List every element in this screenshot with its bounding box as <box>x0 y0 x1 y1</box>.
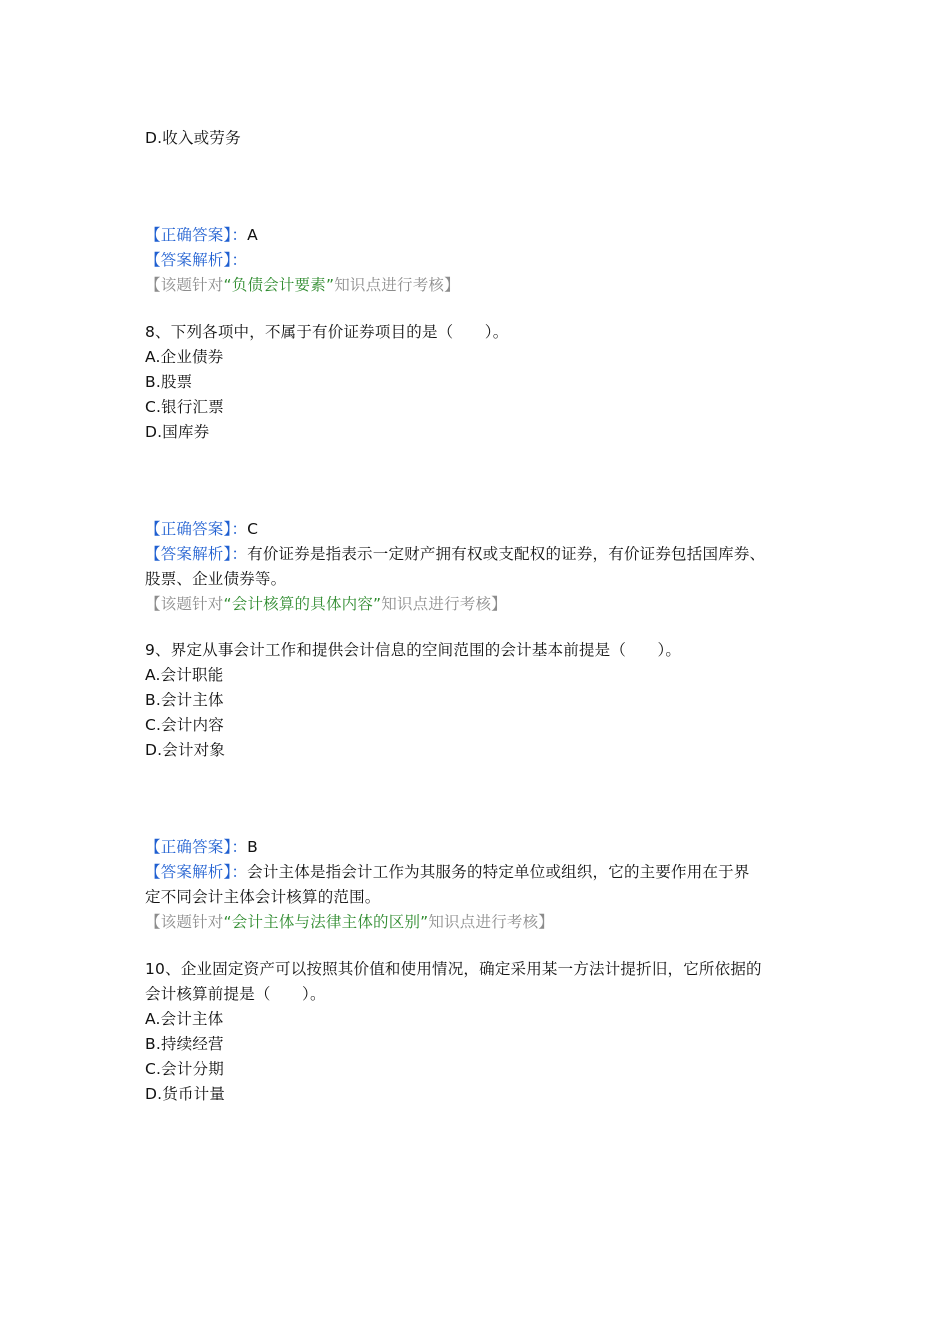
note-suffix: 知识点进行考核】 <box>428 913 554 931</box>
q10-question: 10、企业固定资产可以按照其价值和使用情况，确定采用某一方法计提折旧，它所依据的 <box>145 960 762 978</box>
q7-topic-note <box>145 275 815 295</box>
q7-analysis <box>145 250 815 270</box>
note-topic: “会计主体与法律主体的区别” <box>223 913 429 931</box>
note-prefix: 【该题针对 <box>145 276 224 294</box>
q8-option-b: B.股票 <box>145 373 193 391</box>
note-topic: “负债会计要素” <box>223 276 335 294</box>
q9-option-b: B.会计主体 <box>145 691 224 709</box>
correct-answer-label: 【正确答案】： <box>145 226 248 244</box>
analysis-text: 会计主体是指会计工作为其服务的特定单位或组织，它的主要作用在于界 <box>247 863 750 881</box>
note-prefix: 【该题针对 <box>145 913 224 931</box>
correct-answer-value: B <box>247 838 258 856</box>
q8-option-c: C.银行汇票 <box>145 398 224 416</box>
correct-answer-value: A <box>247 226 258 244</box>
note-suffix: 知识点进行考核】 <box>334 276 460 294</box>
q8-correct-answer <box>145 519 815 539</box>
q9-analysis <box>145 862 815 882</box>
q10-option-d: D.货币计量 <box>145 1085 226 1103</box>
prev-option-d: D.收入或劳务 <box>145 129 241 147</box>
q9-option-c: C.会计内容 <box>145 716 224 734</box>
note-suffix: 知识点进行考核】 <box>381 595 507 613</box>
correct-answer-value: C <box>247 520 259 538</box>
correct-answer-label: 【正确答案】： <box>145 838 248 856</box>
analysis-label: 【答案解析】： <box>145 863 248 881</box>
q8-topic-note <box>145 594 815 614</box>
analysis-label: 【答案解析】： <box>145 545 248 563</box>
q9-option-a: A.会计职能 <box>145 666 224 684</box>
q8-question: 8、下列各项中，不属于有价证券项目的是（ ）。 <box>145 323 509 341</box>
analysis-text: 有价证券是指表示一定财产拥有权或支配权的证券，有价证券包括国库券、 <box>247 545 766 563</box>
q9-analysis-continued: 定不同会计主体会计核算的范围。 <box>145 888 381 906</box>
note-prefix: 【该题针对 <box>145 595 224 613</box>
q9-topic-note <box>145 912 815 932</box>
q8-analysis-continued: 股票、企业债券等。 <box>145 570 287 588</box>
q9-question: 9、界定从事会计工作和提供会计信息的空间范围的会计基本前提是（ ）。 <box>145 641 682 659</box>
correct-answer-label: 【正确答案】： <box>145 520 248 538</box>
note-topic: “会计核算的具体内容” <box>223 595 382 613</box>
q10-option-b: B.持续经营 <box>145 1035 224 1053</box>
q7-correct-answer <box>145 225 815 245</box>
q8-option-d: D.国库券 <box>145 423 210 441</box>
q8-option-a: A.企业债券 <box>145 348 224 366</box>
q8-analysis <box>145 544 815 564</box>
analysis-label: 【答案解析】： <box>145 251 248 269</box>
q10-question-continued: 会计核算前提是（ ）。 <box>145 985 326 1003</box>
q10-option-c: C.会计分期 <box>145 1060 224 1078</box>
q9-option-d: D.会计对象 <box>145 741 226 759</box>
q10-option-a: A.会计主体 <box>145 1010 224 1028</box>
q9-correct-answer <box>145 837 815 857</box>
